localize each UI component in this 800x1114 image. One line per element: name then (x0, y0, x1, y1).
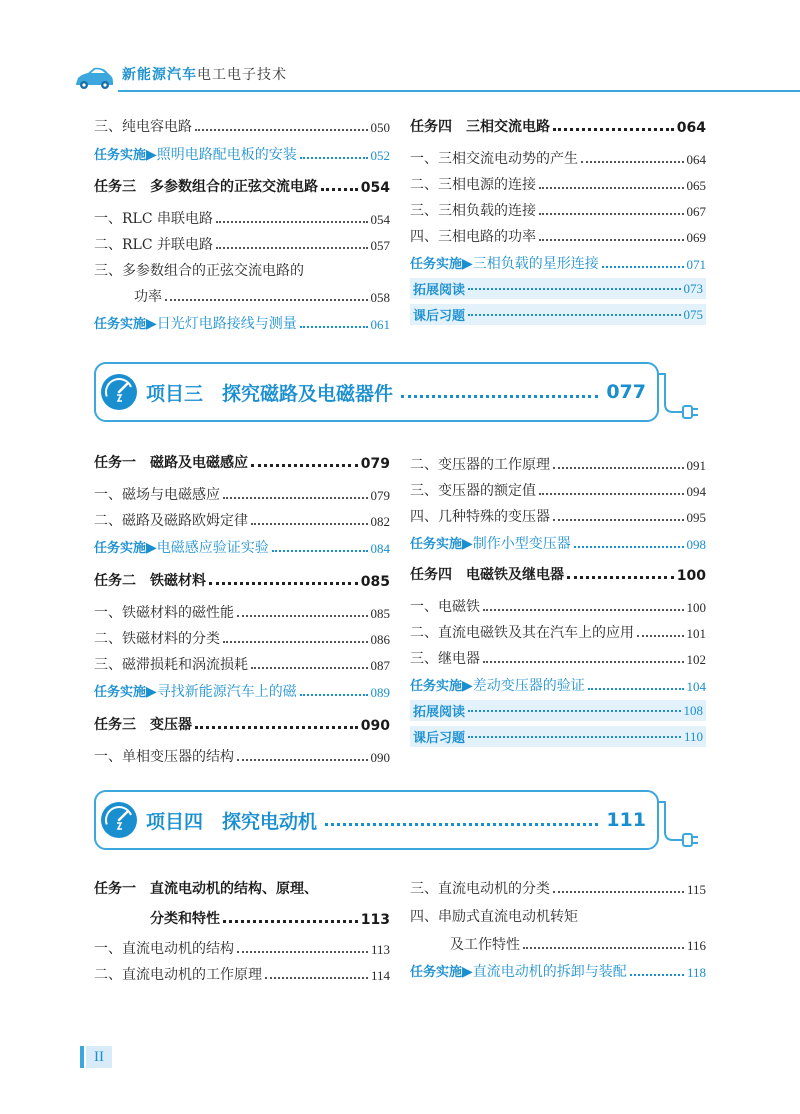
toc-entry-label: 三、纯电容电路 (94, 119, 192, 135)
leader-dots (300, 326, 368, 328)
leader-dots (325, 823, 598, 826)
leader-dots (195, 129, 368, 131)
toc-entry-label: 一、电磁铁 (410, 599, 480, 615)
toc-entry-label: 三、变压器的额定值 (410, 483, 536, 499)
toc-entry-label (410, 533, 571, 553)
toc-entry-page: 064 (686, 152, 706, 167)
toc-entry-extended-reading[interactable] (410, 700, 706, 721)
toc-entry-page: 095 (686, 510, 706, 525)
practice-title: 寻找新能源汽车上的磁 (156, 684, 297, 700)
toc-entry[interactable] (410, 618, 706, 642)
toc-entry-label: 任务三 多参数组合的正弦交流电路 (94, 179, 318, 195)
toc-entry-label: 四、串励式直流电动机转矩 (410, 909, 578, 925)
toc-entry[interactable] (94, 624, 390, 648)
toc-entry-page: 094 (686, 484, 706, 499)
toc-entry-label: 三、继电器 (410, 651, 480, 667)
leader-dots (216, 221, 368, 223)
plug-icon (657, 796, 717, 856)
toc-entry-page: 100 (676, 568, 706, 584)
practice-keyword: 任务实施 (410, 257, 463, 272)
leader-dots (539, 493, 684, 495)
practice-title: 差动变压器的验证 (472, 678, 585, 694)
toc-entry-task[interactable] (94, 172, 390, 196)
leader-dots (223, 497, 368, 499)
toc-entry-task[interactable] (94, 710, 390, 734)
toc-entry-label: 任务三 变压器 (94, 717, 192, 733)
toc-entry-page: 118 (686, 965, 706, 980)
toc-entry-task[interactable] (94, 874, 390, 898)
project-page: 111 (606, 809, 646, 831)
toc-entry-label: 三、三相负载的连接 (410, 203, 536, 219)
toc-entry-page: 085 (360, 574, 390, 590)
project3-banner[interactable] (94, 362, 714, 432)
toc-entry-page: 115 (686, 882, 706, 897)
arrow-icon: ▶ (146, 316, 157, 332)
toc-entry[interactable] (94, 230, 390, 254)
toc-entry-label: 三、直流电动机的分类 (410, 881, 550, 897)
toc-entry-task[interactable] (94, 566, 390, 590)
toc-entry-label (94, 681, 297, 701)
leader-dots (272, 550, 368, 552)
leader-dots (251, 523, 368, 525)
toc-entry-page: 054 (370, 212, 390, 227)
toc-entry[interactable] (410, 144, 706, 168)
toc-entry-page: 061 (370, 317, 390, 332)
practice-title: 直流电动机的拆卸与装配 (472, 964, 627, 980)
project-title (146, 376, 646, 408)
toc-entry-practice[interactable] (94, 533, 390, 557)
toc-entry-label (410, 675, 585, 695)
toc-entry-practice[interactable] (410, 249, 706, 273)
leader-dots (574, 546, 684, 548)
toc-entry-page: 079 (370, 488, 390, 503)
toc-entry-label: 二、变压器的工作原理 (410, 457, 550, 473)
toc-entry-label: 二、三相电源的连接 (410, 177, 536, 193)
toc-entry[interactable] (410, 930, 706, 954)
toc-entry-exercises[interactable] (410, 304, 706, 325)
toc-entry-label: 一、RLC 串联电路 (94, 211, 213, 227)
toc-entry-label: 任务二 铁磁材料 (94, 573, 206, 589)
leader-dots (553, 128, 674, 131)
leader-dots (401, 395, 598, 398)
toc-entry-page: 104 (686, 679, 706, 694)
plug-icon (657, 368, 717, 428)
leader-dots (539, 213, 684, 215)
toc-entry-page: 069 (686, 230, 706, 245)
car-icon (74, 62, 114, 92)
toc-entry[interactable] (94, 650, 390, 674)
toc-entry-label (94, 313, 297, 333)
leader-dots (553, 519, 684, 521)
gauge-icon (100, 801, 138, 839)
leader-dots (300, 157, 368, 159)
toc-entry-practice[interactable] (94, 140, 390, 164)
toc-entry[interactable] (94, 506, 390, 530)
practice-title: 制作小型变压器 (472, 536, 571, 552)
leader-dots (468, 288, 680, 290)
toc-entry[interactable] (94, 112, 390, 136)
practice-keyword: 任务实施 (410, 679, 463, 694)
toc-entry[interactable] (94, 742, 390, 766)
toc-entry-label: 任务一 磁路及电磁感应 (94, 455, 248, 471)
toc-entry-page: 086 (370, 632, 390, 647)
leader-dots (265, 977, 368, 979)
practice-keyword: 任务实施 (94, 148, 147, 163)
toc-entry[interactable] (410, 902, 706, 926)
toc-entry[interactable] (410, 170, 706, 194)
toc-entry-task[interactable] (94, 904, 390, 928)
toc-entry-task[interactable] (94, 448, 390, 472)
practice-keyword: 任务实施 (410, 965, 463, 980)
header-rule (118, 90, 800, 92)
toc-entry-label (94, 537, 269, 557)
practice-keyword: 任务实施 (94, 541, 147, 556)
leader-dots (251, 464, 358, 467)
practice-title: 照明电路配电板的安装 (156, 147, 297, 163)
practice-keyword: 任务实施 (410, 537, 463, 552)
toc-entry-page: 054 (360, 180, 390, 196)
project-page: 077 (606, 381, 646, 403)
toc-entry-label: 一、磁场与电磁感应 (94, 487, 220, 503)
toc-entry-page: 064 (676, 120, 706, 136)
practice-title: 日光灯电路接线与测量 (156, 316, 297, 332)
toc-entry[interactable] (94, 204, 390, 228)
practice-title: 电磁感应验证实验 (156, 540, 269, 556)
project-title (146, 804, 646, 836)
leader-dots (209, 582, 358, 585)
toc-entry-page: 071 (686, 257, 706, 272)
leader-dots (195, 726, 358, 729)
leader-dots (630, 974, 684, 976)
toc-entry-label: 一、三相交流电动势的产生 (410, 151, 578, 167)
toc-entry[interactable] (410, 476, 706, 500)
toc-entry[interactable] (94, 934, 390, 958)
leader-dots (165, 299, 368, 301)
toc-entry-page: 084 (370, 541, 390, 556)
toc-entry-label: 二、直流电动机的工作原理 (94, 967, 262, 983)
toc-entry-page: 089 (370, 685, 390, 700)
book-title-rest: 电工电子技术 (197, 67, 287, 83)
toc-entry-page: 085 (370, 606, 390, 621)
leader-dots (300, 694, 368, 696)
leader-dots (468, 710, 680, 712)
toc-entry-task[interactable] (410, 560, 706, 584)
leader-dots (216, 247, 368, 249)
toc-entry-page: 114 (370, 968, 390, 983)
toc-entry-label (94, 144, 297, 164)
practice-title: 三相负载的星形连接 (472, 256, 599, 272)
toc-entry-label: 任务四 电磁铁及继电器 (410, 567, 564, 583)
leader-dots (602, 266, 684, 268)
toc-entry-label: 任务一 直流电动机的结构、原理、 (94, 881, 318, 897)
toc-entry-label: 课后习题 (413, 731, 466, 746)
toc-entry-page: 065 (686, 178, 706, 193)
toc-entry-page: 091 (686, 458, 706, 473)
leader-dots (483, 661, 684, 663)
toc-entry-exercises[interactable] (410, 726, 706, 747)
toc-entry-label: 功率 (134, 289, 162, 305)
leader-dots (468, 736, 681, 738)
gauge-icon (100, 373, 138, 411)
leader-dots (553, 467, 684, 469)
arrow-icon: ▶ (146, 684, 157, 700)
toc-entry-page: 090 (370, 750, 390, 765)
toc-entry-page: 113 (360, 912, 390, 928)
toc-entry-page: 090 (360, 718, 390, 734)
arrow-icon: ▶ (462, 964, 473, 980)
toc-entry-page: 073 (683, 280, 703, 296)
leader-dots (468, 314, 680, 316)
toc-entry-page: 101 (686, 626, 706, 641)
toc-entry-label: 一、单相变压器的结构 (94, 749, 234, 765)
toc-entry-label: 四、几种特殊的变压器 (410, 509, 550, 525)
arrow-icon: ▶ (462, 256, 473, 272)
leader-dots (539, 187, 684, 189)
leader-dots (251, 667, 368, 669)
project-title-text: 项目三 探究磁路及电磁器件 (146, 382, 394, 405)
toc-entry-label: 三、多参数组合的正弦交流电路的 (94, 263, 304, 279)
toc-entry-page: 116 (686, 938, 706, 953)
toc-entry[interactable] (410, 450, 706, 474)
project-title-text: 项目四 探究电动机 (146, 810, 318, 833)
toc-entry[interactable] (94, 480, 390, 504)
leader-dots (588, 688, 684, 690)
toc-entry-page: 057 (370, 238, 390, 253)
toc-entry-label: 拓展阅读 (413, 283, 466, 298)
toc-entry[interactable] (410, 592, 706, 616)
practice-keyword: 任务实施 (94, 317, 147, 332)
toc-entry-page: 050 (370, 120, 390, 135)
leader-dots (581, 161, 684, 163)
toc-entry[interactable] (410, 502, 706, 526)
book-title (122, 64, 287, 84)
toc-entry-label: 及工作特性 (450, 937, 520, 953)
toc-entry-label: 二、磁路及磁路欧姆定律 (94, 513, 248, 529)
toc-entry-label: 任务四 三相交流电路 (410, 119, 550, 135)
leader-dots (637, 635, 684, 637)
toc-entry-extended-reading[interactable] (410, 278, 706, 299)
toc-entry[interactable] (410, 874, 706, 898)
toc-entry-page: 113 (370, 942, 390, 957)
leader-dots (223, 920, 358, 923)
book-title-bold: 新能源汽车 (122, 67, 197, 83)
toc-entry[interactable] (410, 222, 706, 246)
toc-entry-page: 058 (370, 290, 390, 305)
toc-entry-page: 052 (370, 148, 390, 163)
toc-entry-practice[interactable] (410, 957, 706, 981)
toc-entry-label: 课后习题 (413, 309, 466, 324)
toc-entry-practice[interactable] (94, 677, 390, 701)
toc-entry-practice[interactable] (410, 529, 706, 553)
toc-entry-label (410, 961, 627, 981)
toc-entry[interactable] (410, 196, 706, 220)
leader-dots (567, 576, 674, 579)
toc-entry-label: 二、直流电磁铁及其在汽车上的应用 (410, 625, 634, 641)
toc-entry[interactable] (94, 282, 390, 306)
toc-entry-page: 067 (686, 204, 706, 219)
toc-entry-label: 拓展阅读 (413, 705, 466, 720)
toc-entry-page: 108 (683, 702, 703, 718)
leader-dots (223, 641, 368, 643)
toc-entry-label: 分类和特性 (150, 911, 220, 927)
toc-entry-page: 075 (683, 306, 703, 322)
arrow-icon: ▶ (146, 147, 157, 163)
toc-entry-label: 一、直流电动机的结构 (94, 941, 234, 957)
toc-entry[interactable] (94, 256, 390, 280)
toc-entry-label: 二、RLC 并联电路 (94, 237, 213, 253)
footer-accent-bar (80, 1046, 84, 1068)
leader-dots (523, 947, 684, 949)
project4-banner[interactable] (94, 790, 714, 860)
toc-entry-practice[interactable] (94, 309, 390, 333)
running-header (0, 56, 800, 96)
toc-entry-page: 100 (686, 600, 706, 615)
leader-dots (483, 609, 684, 611)
toc-entry[interactable] (410, 644, 706, 668)
toc-entry-task[interactable] (410, 112, 706, 136)
leader-dots (553, 891, 684, 893)
toc-entry-page: 110 (683, 728, 703, 744)
toc-entry-label: 二、铁磁材料的分类 (94, 631, 220, 647)
toc-entry-practice[interactable] (410, 671, 706, 695)
toc-entry-page: 098 (686, 537, 706, 552)
leader-dots (539, 239, 684, 241)
leader-dots (237, 951, 368, 953)
toc-entry-label: 四、三相电路的功率 (410, 229, 536, 245)
toc-entry[interactable] (94, 598, 390, 622)
toc-entry-page: 079 (360, 456, 390, 472)
arrow-icon: ▶ (146, 540, 157, 556)
leader-dots (321, 188, 358, 191)
toc-entry[interactable] (94, 960, 390, 984)
toc-entry-label (410, 253, 599, 273)
practice-keyword: 任务实施 (94, 685, 147, 700)
leader-dots (237, 615, 368, 617)
toc-entry-label: 三、磁滞损耗和涡流损耗 (94, 657, 248, 673)
toc-entry-page: 082 (370, 514, 390, 529)
arrow-icon: ▶ (462, 536, 473, 552)
page-number: II (86, 1046, 112, 1068)
toc-entry-page: 102 (686, 652, 706, 667)
leader-dots (237, 759, 368, 761)
toc-entry-page: 087 (370, 658, 390, 673)
arrow-icon: ▶ (462, 678, 473, 694)
toc-entry-label: 一、铁磁材料的磁性能 (94, 605, 234, 621)
